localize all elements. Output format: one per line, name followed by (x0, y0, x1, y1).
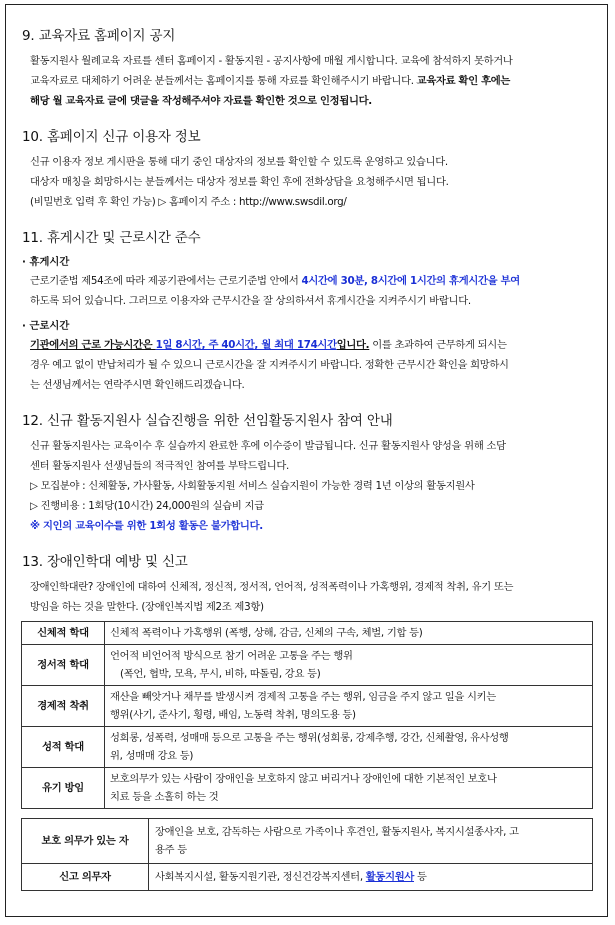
reporter-desc (149, 864, 593, 891)
section-9-title: 9. 교육자료 홈페이지 공지 (22, 28, 176, 44)
table-row-desc (105, 645, 593, 686)
section-10-line-2: 대상자 매칭을 희망하시는 분들께서는 대상자 정보를 확인 후에 전화상담을 요청해주시면 됩니다. (30, 176, 449, 188)
table-row (22, 819, 593, 864)
reporter-desc-text: 사회복지시설, 활동지원기관, 정신건강복지센터, (155, 871, 366, 883)
work-time-line-3: 는 선생님께서는 연락주시면 확인해드리겠습니다. (30, 379, 245, 391)
rest-time-line-2: 하도록 되어 있습니다. 그러므로 이용자와 근무시간을 잘 상의하셔서 휴게시간을 지켜주시기 바랍니다. (30, 295, 471, 307)
work-time-line-2: 경우 예고 없이 반납처리가 될 수 있으니 근로시간을 잘 지켜주시기 바랍니다. 정확한 근무시간 확인을 희망하시 (30, 359, 509, 371)
table-row (22, 727, 593, 768)
abuse-types-table (21, 621, 593, 809)
table-row (22, 768, 593, 809)
table-row-desc-line-2: 행위(사기, 준사기, 횡령, 배임, 노동력 착취, 명의도용 등) (110, 709, 356, 721)
work-time-highlight: 1일 8시간, 주 40시간, 월 최대 174시간 (155, 339, 337, 351)
table-row-desc (105, 727, 593, 768)
rest-time-line-1 (30, 271, 592, 291)
table-row-desc: 신체적 폭력이나 가혹행위 (폭행, 상해, 감금, 신체의 구속, 체벌, 기합 등) (105, 622, 593, 645)
reporter-desc-end: 등 (414, 871, 427, 883)
work-time-heading: · 근로시간 (22, 320, 70, 332)
table-row-header: 정서적 학대 (22, 645, 105, 686)
section-10-line-1: 신규 이용자 정보 게시판을 통해 대기 중인 대상자의 정보를 확인할 수 있도록 운영하고 있습니다. (30, 156, 448, 168)
reporter-header: 신고 의무자 (22, 864, 149, 891)
work-time-bold: 기관에서의 근로 가능시간은 (30, 339, 156, 351)
table-row (22, 645, 593, 686)
work-time-line-1 (30, 335, 592, 355)
section-9-line-3: 해당 월 교육자료 글에 댓글을 작성해주셔야 자료를 확인한 것으로 인정됩니다. (30, 95, 372, 107)
table-row-desc-line-2: (폭언, 협박, 모욕, 무시, 비하, 따돌림, 강요 등) (120, 668, 321, 680)
section-11 (22, 226, 592, 395)
rest-time-highlight: 4시간에 30분, 8시간에 1시간의 휴게시간을 부여 (301, 275, 520, 287)
table-row-header: 유기 방임 (22, 768, 105, 809)
table-row-header: 경제적 착취 (22, 686, 105, 727)
table-row-desc-line-2: 위, 성매매 강요 등) (110, 750, 194, 762)
section-11-title: 11. 휴게시간 및 근로시간 준수 (22, 230, 201, 246)
section-12-line-4: ▷ 진행비용 : 1회당(10시간) 24,000원의 실습비 지급 (30, 500, 264, 512)
section-9 (22, 24, 592, 111)
section-9-line-1: 활동지원사 월례교육 자료를 센터 홈페이지 - 활동지원 - 공지사항에 매월 게시합니다. 교육에 참석하지 못하거나 (30, 55, 513, 67)
work-time-line-1-text: 이를 초과하여 근무하게 되시는 (369, 339, 507, 351)
section-9-line-2-bold: 교육자료 확인 후에는 (416, 75, 511, 87)
section-12-line-3: ▷ 모집분야 : 신체활동, 가사활동, 사회활동지원 서비스 실습지원이 가능한 경력 1년 이상의 활동지원사 (30, 480, 475, 492)
reporter-desc-highlight: 활동지원사 (365, 871, 415, 883)
table-row-desc-line-2: 치료 등을 소홀히 하는 것 (110, 791, 219, 803)
section-10-title: 10. 홈페이지 신규 이용자 정보 (22, 129, 201, 145)
section-12-title: 12. 신규 활동지원사 실습진행을 위한 선임활동지원사 참여 안내 (22, 413, 393, 429)
document-content (22, 24, 592, 905)
section-13-title: 13. 장애인학대 예방 및 신고 (22, 554, 188, 570)
table-row-header: 신체적 학대 (22, 622, 105, 645)
section-13-line-1: 장애인학대란? 장애인에 대하여 신체적, 정신적, 정서적, 언어적, 성적폭력이나 가혹행위, 경제적 착취, 유기 또는 (30, 581, 514, 593)
protector-desc (149, 819, 593, 864)
table-row-desc-line-1: 보호의무가 있는 사람이 장애인을 보호하지 않고 버리거나 장애인에 대한 기본적인 보호나 (110, 773, 497, 785)
table-row (22, 686, 593, 727)
section-13 (22, 550, 592, 891)
work-time-bold-end: 입니다. (336, 339, 370, 351)
section-12-line-1: 신규 활동지원사는 교육이수 후 실습까지 완료한 후에 이수증이 발급됩니다. 신규 활동지원사 양성을 위해 소담 (30, 440, 506, 452)
section-10-line-3: (비밀번호 입력 후 확인 가능) ▷ 홈페이지 주소 : http://www.swsdil.org/ (30, 196, 347, 208)
protector-header: 보호 의무가 있는 자 (22, 819, 149, 864)
table-row-desc (105, 686, 593, 727)
section-12-line-2: 센터 활동지원사 선생님들의 적극적인 참여를 부탁드립니다. (30, 460, 290, 472)
rest-time-line-1-text: 근로기준법 제54조에 따라 제공기관에서는 근로기준법 안에서 (30, 275, 302, 287)
table-row-desc-line-1: 성희롱, 성폭력, 성매매 등으로 고통을 주는 행위(성희롱, 강제추행, 강간, 신체촬영, 유사성행 (110, 732, 509, 744)
table-row (22, 622, 593, 645)
table-row-desc (105, 768, 593, 809)
section-9-line-2 (30, 71, 592, 91)
section-12 (22, 409, 592, 536)
section-13-line-2: 방임을 하는 것을 말한다. (장애인복지법 제2조 제3항) (30, 601, 264, 613)
rest-time-heading: · 휴게시간 (22, 256, 70, 268)
protector-desc-line-1: 장애인을 보호, 감독하는 사람으로 가족이나 후견인, 활동지원사, 복지시설종사자, 고 (155, 826, 519, 838)
table-row-desc-line-1: 언어적 비언어적 방식으로 참기 어려운 고통을 주는 행위 (110, 650, 353, 662)
section-10 (22, 125, 592, 212)
table-row-desc-line-1: 재산을 빼앗거나 채무를 발생시켜 경제적 고통을 주는 행위, 임금을 주지 않고 일을 시키는 (110, 691, 496, 703)
duty-table (21, 818, 593, 891)
table-row (22, 864, 593, 891)
protector-desc-line-2: 용주 등 (155, 844, 187, 856)
section-9-line-2-text: 교육자료로 대체하기 어려운 분들께서는 홈페이지를 통해 자료를 확인해주시기 바랍니다. (30, 75, 417, 87)
table-row-header: 성적 학대 (22, 727, 105, 768)
section-12-note: ※ 지인의 교육이수를 위한 1회성 활동은 불가합니다. (30, 520, 263, 532)
